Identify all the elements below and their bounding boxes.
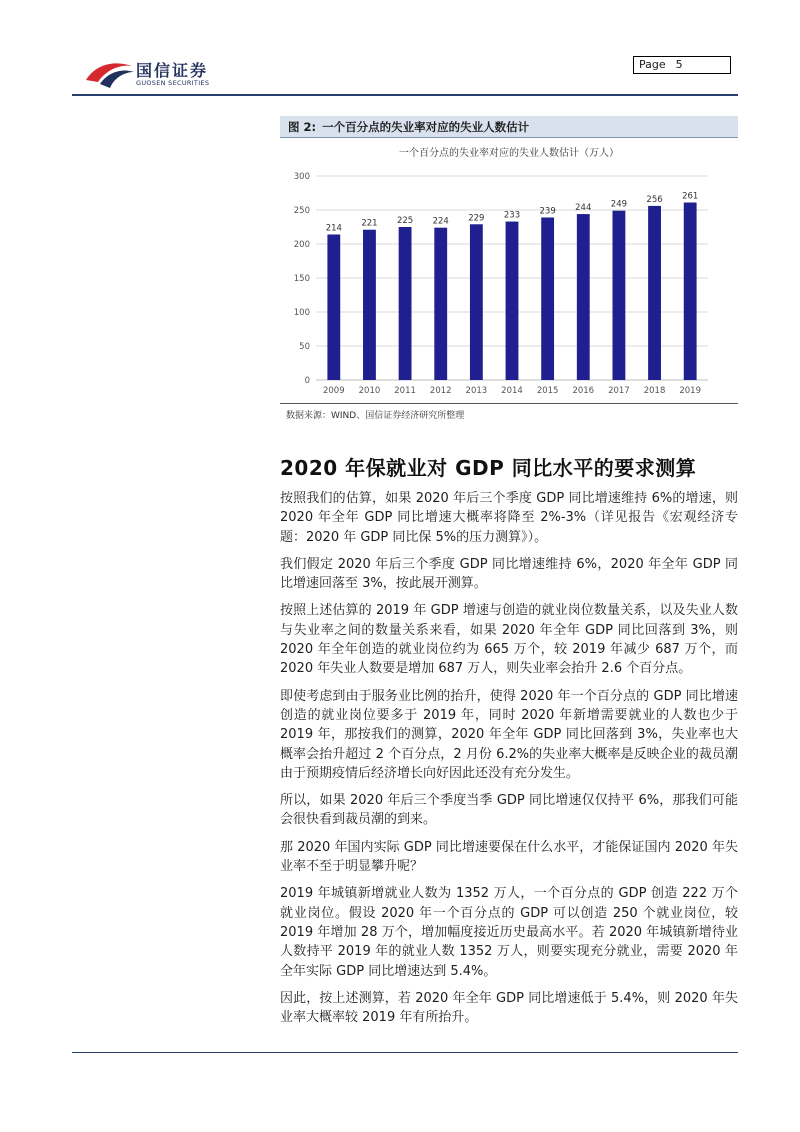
data-label: 229: [468, 213, 485, 224]
bar-chart-svg: [280, 140, 738, 402]
bar: [648, 206, 661, 380]
y-tick-label: 50: [299, 342, 310, 352]
bar: [363, 230, 376, 380]
paragraph: 按照上述估算的 2019 年 GDP 增速与创造的就业岗位数量关系，以及失业人数与失业率之间的数量关系来看，如果 2020 年全年 GDP 同比回落到 3%，则 2020 年全年创造的就业岗位约为 665 万个，较 2019 年减少 687 万个，而 2020 年失业人数要是增加 687 万人，则失业率会抬升 2.6 个百分点。: [280, 603, 738, 677]
bar-chart: [280, 140, 738, 402]
figure-caption: 一个百分点的失业率对应的失业人数估计: [322, 120, 530, 134]
paragraph: 即使考虑到由于服务业比例的抬升，使得 2020 年一个百分点的 GDP 同比增速创造的就业岗位要多于 2019 年，同时 2020 年新增需要就业的人数也少于 2019 年，那按我们的测算，2020 年全年 GDP 同比回落到 3%，失业率也大概率会抬升超过 2 个百分点，2 月份 6.2%的失业率大概率是反映企业的裁员潮由于预期疫情后经济增长向好因此还没有充分发生。: [280, 688, 738, 781]
page-indicator: [633, 56, 731, 74]
paragraph: 所以，如果 2020 年后三个季度当季 GDP 同比增速仅仅持平 6%，那我们可能会很快看到裁员潮的到来。: [280, 793, 738, 828]
bar: [399, 227, 412, 380]
bar: [612, 211, 625, 380]
x-tick-label: 2013: [465, 386, 488, 396]
y-tick-label: 250: [293, 206, 310, 216]
figure-bottom-rule: [280, 403, 738, 404]
logo-chinese-name: 国信证券: [136, 61, 209, 80]
page-number: 5: [675, 58, 683, 71]
bar: [684, 203, 697, 380]
figure-source: 数据来源：WIND、国信证券经济研究所整理: [286, 411, 465, 421]
data-label: 249: [610, 199, 628, 210]
data-label: 214: [325, 223, 342, 234]
footer-divider: [72, 1052, 738, 1053]
chart-title: 一个百分点的失业率对应的失业人数估计（万人）: [399, 148, 619, 159]
paragraph: 2019 年城镇新增就业人数为 1352 万人，一个百分点的 GDP 创造 222 万个就业岗位。假设 2020 年一个百分点的 GDP 可以创造 250 个就业岗位，较 2019 年增加 28 万个，增加幅度接近历史最高水平。若 2020 年城镇新增待业人数持平 2019 年的就业人数 1352 万人，则要实现充分就业，需要 2020 年全年实际 GDP 同比增速达到 5.4%。: [280, 886, 738, 979]
x-tick-label: 2011: [394, 386, 416, 396]
paragraph: 因此，按上述测算，若 2020 年全年 GDP 同比增速低于 5.4%，则 2020 年失业率大概率较 2019 年有所抬升。: [280, 990, 738, 1026]
section-title: 2020 年保就业对 GDP 同比水平的要求测算: [280, 456, 697, 480]
x-tick-label: 2019: [679, 386, 702, 396]
x-tick-label: 2010: [358, 386, 381, 396]
page-label: Page: [639, 58, 666, 71]
x-tick-label: 2015: [536, 386, 559, 396]
paragraph: 那 2020 年国内实际 GDP 同比增速要保在什么水平，才能保证国内 2020 年失业率不至于明显攀升呢？: [280, 839, 738, 875]
logo-english-name: GUOSEN SECURITIES: [136, 79, 210, 87]
data-label: 239: [539, 206, 556, 217]
data-label: 244: [575, 203, 592, 214]
x-tick-label: 2018: [643, 386, 666, 396]
data-label: 224: [432, 216, 449, 227]
header-divider: [72, 94, 738, 96]
y-tick-label: 100: [293, 308, 310, 318]
x-tick-label: 2014: [501, 386, 523, 396]
bar: [506, 222, 519, 380]
x-tick-label: 2016: [572, 386, 595, 396]
body-text: [280, 489, 738, 1035]
x-tick-label: 2017: [608, 386, 630, 396]
figure-number: 图 2:: [288, 120, 317, 134]
bar: [327, 234, 340, 380]
data-label: 233: [503, 210, 521, 221]
data-label: 261: [682, 191, 699, 202]
bar: [577, 214, 590, 380]
bar: [541, 217, 554, 380]
x-tick-label: 2009: [322, 386, 345, 396]
bar: [434, 228, 447, 380]
figure-caption-bar: [280, 116, 738, 138]
data-label: 225: [396, 216, 414, 226]
y-tick-label: 150: [293, 274, 310, 284]
data-label: 256: [646, 194, 663, 205]
data-label: 221: [361, 218, 378, 229]
paragraph: 按照我们的估算，如果 2020 年后三个季度 GDP 同比增速维持 6%的增速，则 2020 年全年 GDP 同比增速大概率将降至 2%-3%（详见报告《宏观经济专题：2020 年 GDP 同比保 5%的压力测算》）。: [280, 491, 738, 545]
paragraph: 我们假定 2020 年后三个季度 GDP 同比增速维持 6%，2020 年全年 GDP 同比增速回落至 3%，按此展开测算。: [280, 556, 738, 592]
x-tick-label: 2012: [429, 386, 452, 396]
y-tick-label: 300: [293, 172, 310, 182]
bar: [470, 224, 483, 380]
y-tick-label: 0: [304, 376, 310, 386]
y-tick-label: 200: [293, 240, 310, 250]
